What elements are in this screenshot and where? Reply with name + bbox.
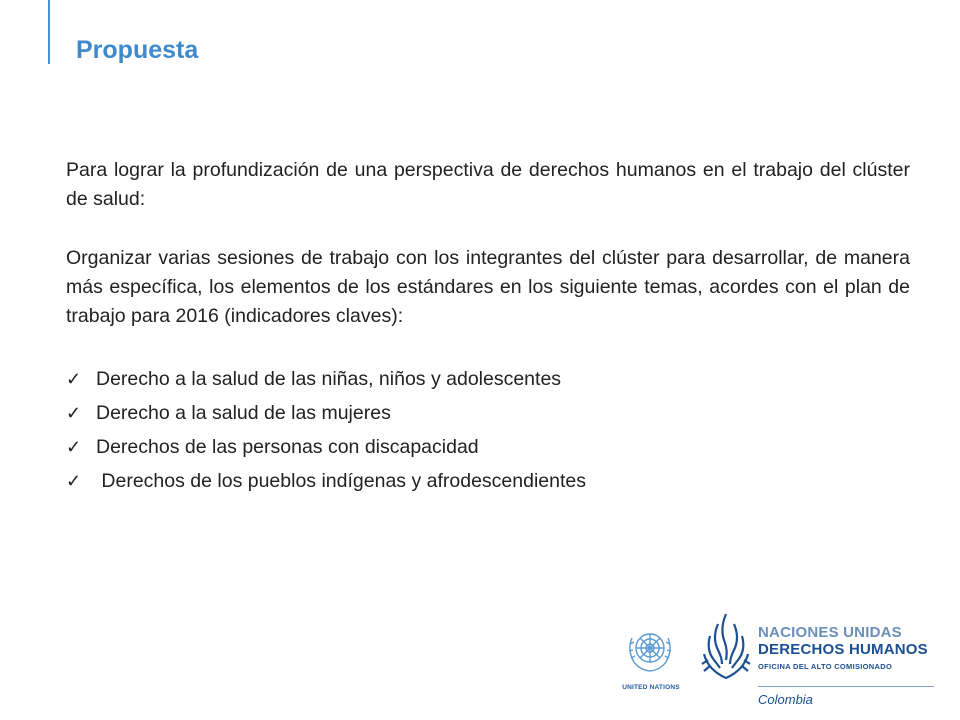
ohchr-logo: [698, 610, 936, 710]
un-label: UNITED NATIONS: [622, 684, 680, 691]
ohchr-line-2: DERECHOS HUMANOS: [758, 641, 928, 658]
list-item: [66, 467, 910, 501]
list-item: [66, 433, 910, 467]
list-item-text: Derechos de las personas con discapacidad: [96, 436, 479, 458]
title-accent-bar: [48, 0, 50, 64]
list-item: [66, 399, 910, 433]
list-item-text: Derecho a la salud de las niñas, niños y adolescentes: [96, 368, 562, 390]
checkmark-icon: ✓: [66, 369, 82, 389]
topic-checklist: [66, 365, 910, 501]
ohchr-line-1: NACIONES UNIDAS: [758, 624, 902, 641]
checkmark-icon: ✓: [66, 403, 82, 423]
ohchr-country: Colombia: [758, 692, 813, 707]
checkmark-icon: ✓: [66, 471, 82, 491]
slide-content: [66, 156, 910, 501]
intro-paragraph: Para lograr la profundización de una perspectiva de derechos humanos en el trabajo del clúster de salud:: [66, 159, 910, 210]
footer-logos: [618, 610, 936, 710]
ohchr-wordmark: [758, 624, 928, 673]
list-item-text: Derechos de los pueblos indígenas y afrodescendientes: [96, 470, 586, 492]
united-nations-logo: [618, 624, 684, 702]
body-paragraph: Organizar varias sesiones de trabajo con los integrantes del clúster para desarrollar, de manera más específica, los elementos de los estándares en los siguiente temas, acordes con el plan de trabajo para 2016 (indicadores claves):: [66, 247, 910, 327]
ohchr-line-3: OFICINA DEL ALTO COMISIONADO: [758, 662, 893, 671]
list-item-text: Derecho a la salud de las mujeres: [96, 402, 391, 424]
ohchr-divider: [758, 686, 934, 687]
list-item: [66, 365, 910, 399]
checkmark-icon: ✓: [66, 437, 82, 457]
ohchr-flame-emblem-icon: [698, 610, 754, 684]
un-emblem-icon: [624, 624, 676, 676]
slide-title: Propuesta: [76, 36, 199, 64]
